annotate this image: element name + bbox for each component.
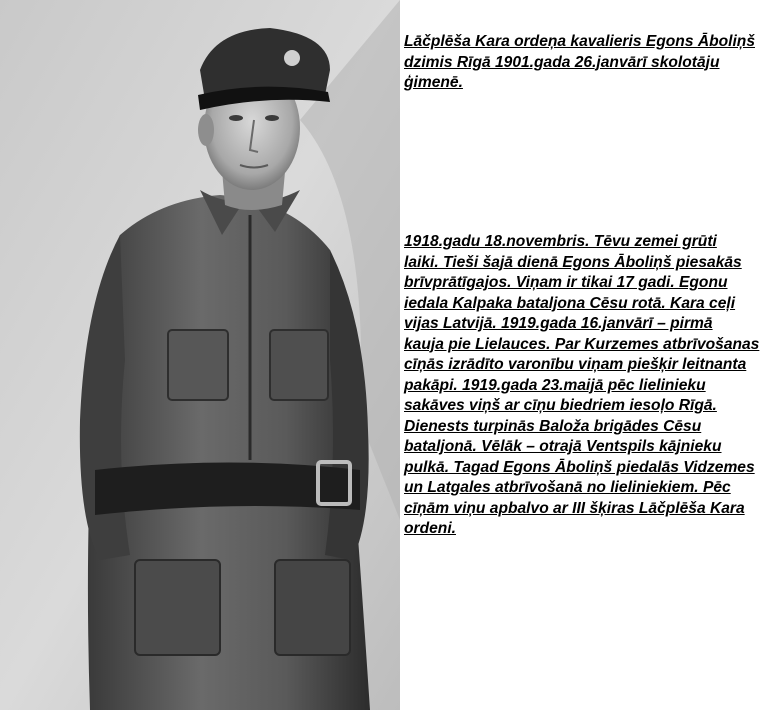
left-chest-pocket <box>168 330 228 400</box>
intro-paragraph: Lāčplēša Kara ordeņa kavalieris Egons Āboliņš dzimis Rīgā 1901.gada 26.janvārī skolotāju ģimenē. <box>404 33 755 91</box>
left-lower-pocket <box>135 560 220 655</box>
right-lower-pocket <box>275 560 350 655</box>
right-chest-pocket <box>270 330 328 400</box>
cap-badge <box>284 50 300 66</box>
story-paragraph: 1918.gadu 18.novembris. Tēvu zemei grūti laiki. Tieši šajā dienā Egons Āboliņš piesakās brīvprātīgajos. Viņam ir tikai 17 gadi. Egonu iedala Kalpaka bataljona Cēsu rotā. Kara ceļi vijas Latvijā. 1919.gada 16.janvārī – pirmā kauja pie Lielauces. Par Kurzemes atbrīvošanas cīņās izrādīto varonību viņam piešķir leitnanta pakāpi. 1919.gada 23.maijā pēc lielinieku sakāves viņš ar cīņu biedriem iesoļo Rīgā. Dienests turpinās Baloža brigādes Cēsu bataljonā. Vēlāk – otrajā Ventspils kājnieku pulkā. Tagad Egons Āboliņš piedalās Vidzemes un Latgales atbrīvošanā no lieliniekiem. Pēc cīņām viņu apbalvo ar III šķiras Lāčplēša Kara ordeni. <box>404 233 760 537</box>
